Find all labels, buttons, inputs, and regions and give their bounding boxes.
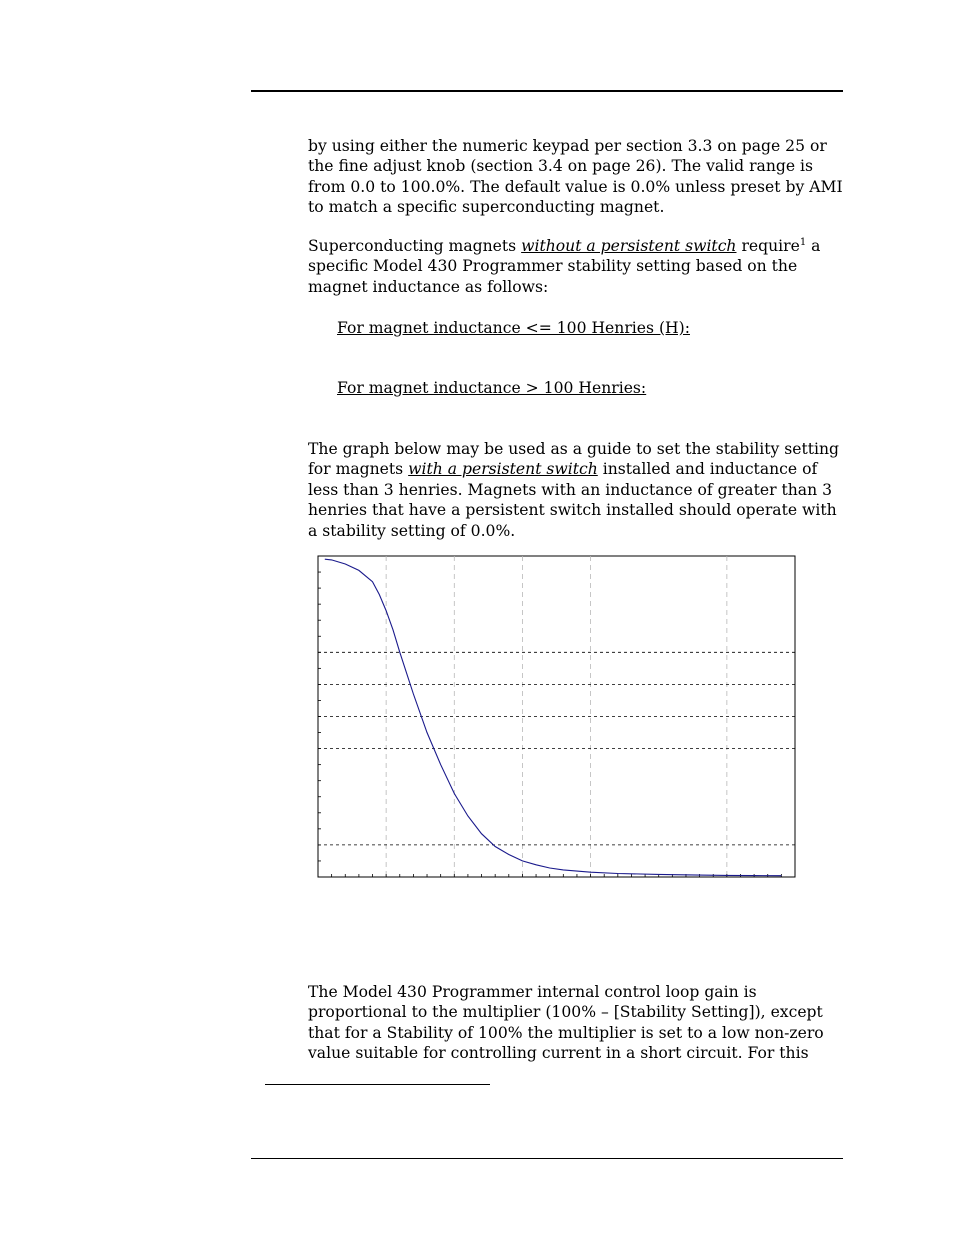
chart-frame (318, 556, 795, 877)
paragraph-2-require: require (736, 237, 800, 255)
paragraph-3-text: The graph below may be used as a guide to set the stability setting for magnets (308, 440, 840, 479)
paragraph-4: The Model 430 Programmer internal control loop gain is proportional to the multiplier (100% – [Stability Setting]), except that for a Stability of 100% the multiplier is set to a low non-zero value suitable for controlling current in a short circuit. For this (308, 983, 824, 1063)
paragraph-2 (308, 236, 848, 297)
paragraph-1: by using either the numeric keypad per section 3.3 on page 25 or the fine adjust knob (section 3.4 on page 26). The valid range is from 0.0 to 100.0%. The default value is 0.0% unless preset by AMI to match a specific superconducting magnet. (308, 137, 843, 217)
footnote-marker[interactable]: 1 (799, 236, 807, 248)
case-inductance-le-100: For magnet inductance <= 100 Henries (H): (337, 319, 690, 337)
footer-rule (251, 1158, 843, 1159)
without-persistent-switch-emphasis: without a persistent switch (521, 237, 737, 255)
stability-chart (317, 555, 797, 880)
footnote-separator (265, 1084, 490, 1085)
header-rule (251, 90, 843, 92)
stability-curve (325, 559, 782, 876)
with-persistent-switch-emphasis: with a persistent switch (408, 460, 598, 479)
axis-ticks (318, 572, 781, 877)
paragraph-3-rest: installed and inductance of less than 3 henries. Magnets with an inductance of greater than 3 henries that have a persistent switch installed should operate with a stability setting of 0.0%. (308, 460, 837, 540)
x-gridlines (386, 556, 727, 877)
paragraph-3 (308, 439, 848, 541)
paragraph-2-rest: a specific Model 430 Programmer stability setting based on the magnet inductance as follows: (308, 237, 821, 296)
y-gridlines (318, 652, 795, 845)
case-inductance-gt-100: For magnet inductance > 100 Henries: (337, 379, 647, 397)
paragraph-2-text: Superconducting magnets (308, 237, 522, 255)
